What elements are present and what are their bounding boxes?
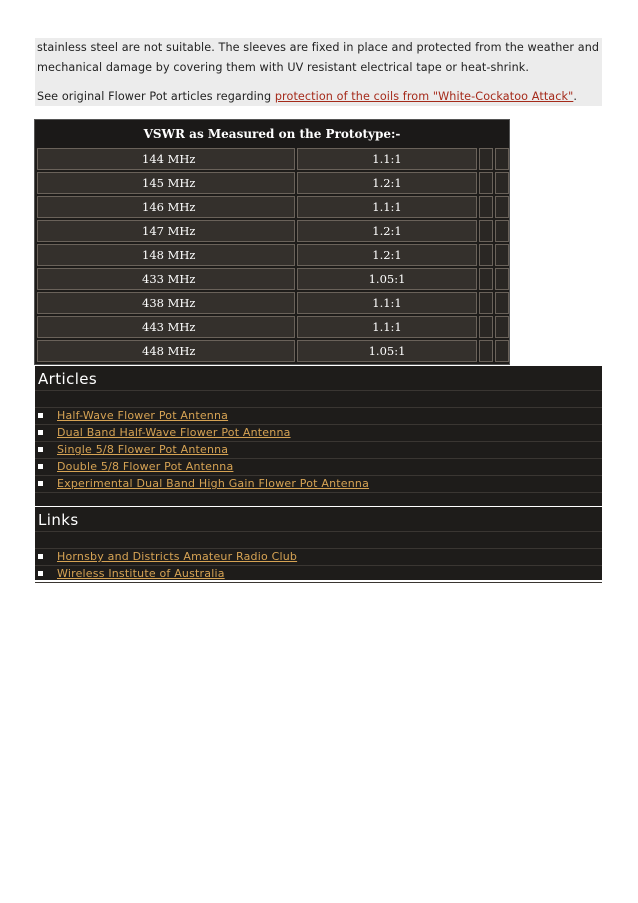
- table-row: [35, 316, 509, 338]
- vswr-cell: 1.1:1: [297, 148, 477, 170]
- empty-cell: [479, 148, 493, 170]
- empty-cell: [479, 316, 493, 338]
- empty-cell: [479, 268, 493, 290]
- frequency-cell: 438 MHz: [37, 292, 295, 314]
- intro-line-2: mechanical damage by covering them with UV resistant electrical tape or heat-shrink.: [35, 57, 602, 79]
- list-spacer: [35, 532, 602, 549]
- square-bullet-icon: [38, 430, 43, 435]
- article-link-dual-band-half-wave[interactable]: Dual Band Half-Wave Flower Pot Antenna: [57, 426, 291, 439]
- link-hornsby-radio-club[interactable]: Hornsby and Districts Amateur Radio Club: [57, 550, 298, 563]
- table-row: [35, 292, 509, 314]
- empty-cell: [479, 340, 493, 362]
- coils-protection-link[interactable]: protection of the coils from "White-Cockatoo Attack": [274, 90, 574, 103]
- empty-cell: [479, 196, 493, 218]
- intro-line-3-suffix: .: [573, 90, 577, 103]
- links-heading: Links: [35, 507, 602, 532]
- list-spacer: [35, 391, 602, 408]
- intro-line-3-prefix: See original Flower Pot articles regarding: [37, 90, 275, 103]
- empty-cell: [495, 340, 509, 362]
- list-item: [35, 459, 602, 476]
- frequency-cell: 144 MHz: [37, 148, 295, 170]
- empty-cell: [495, 268, 509, 290]
- table-row: [35, 196, 509, 218]
- intro-gap: [35, 79, 602, 87]
- vswr-cell: 1.05:1: [297, 340, 477, 362]
- frequency-cell: 433 MHz: [37, 268, 295, 290]
- empty-cell: [495, 220, 509, 242]
- square-bullet-icon: [38, 464, 43, 469]
- empty-cell: [495, 148, 509, 170]
- vswr-cell: 1.2:1: [297, 220, 477, 242]
- frequency-cell: 443 MHz: [37, 316, 295, 338]
- intro-line-3: [35, 87, 602, 106]
- link-wireless-institute[interactable]: Wireless Institute of Australia: [57, 567, 225, 580]
- vswr-cell: 1.1:1: [297, 316, 477, 338]
- empty-cell: [495, 196, 509, 218]
- vswr-cell: 1.1:1: [297, 292, 477, 314]
- square-bullet-icon: [38, 447, 43, 452]
- list-item: [35, 425, 602, 442]
- vswr-cell: 1.2:1: [297, 172, 477, 194]
- empty-cell: [495, 244, 509, 266]
- table-row: [35, 268, 509, 290]
- frequency-cell: 448 MHz: [37, 340, 295, 362]
- list-item: [35, 566, 602, 583]
- frequency-cell: 145 MHz: [37, 172, 295, 194]
- table-row: [35, 220, 509, 242]
- article-link-single-5-8[interactable]: Single 5/8 Flower Pot Antenna: [57, 443, 229, 456]
- article-link-half-wave[interactable]: Half-Wave Flower Pot Antenna: [57, 409, 229, 422]
- intro-paragraph: [35, 38, 602, 106]
- vswr-cell: 1.2:1: [297, 244, 477, 266]
- empty-cell: [495, 316, 509, 338]
- articles-heading: Articles: [35, 366, 602, 391]
- table-row: [35, 340, 509, 362]
- vswr-cell: 1.1:1: [297, 196, 477, 218]
- empty-cell: [479, 292, 493, 314]
- intro-line-1: stainless steel are not suitable. The sleeves are fixed in place and protected from the weather and: [35, 38, 602, 57]
- empty-cell: [479, 220, 493, 242]
- empty-cell: [479, 244, 493, 266]
- square-bullet-icon: [38, 571, 43, 576]
- links-panel: [35, 507, 602, 580]
- vswr-table: [34, 119, 510, 365]
- vswr-table-title: VSWR as Measured on the Prototype:-: [35, 120, 509, 148]
- square-bullet-icon: [38, 413, 43, 418]
- list-item: [35, 476, 602, 493]
- table-row: [35, 172, 509, 194]
- list-item: [35, 549, 602, 566]
- frequency-cell: 148 MHz: [37, 244, 295, 266]
- square-bullet-icon: [38, 554, 43, 559]
- list-item: [35, 442, 602, 459]
- article-link-experimental-dual-band[interactable]: Experimental Dual Band High Gain Flower Pot Antenna: [57, 477, 370, 490]
- square-bullet-icon: [38, 481, 43, 486]
- empty-cell: [495, 172, 509, 194]
- table-row: [35, 148, 509, 170]
- frequency-cell: 147 MHz: [37, 220, 295, 242]
- empty-cell: [479, 172, 493, 194]
- articles-list: [35, 408, 602, 493]
- article-link-double-5-8[interactable]: Double 5/8 Flower Pot Antenna: [57, 460, 234, 473]
- frequency-cell: 146 MHz: [37, 196, 295, 218]
- empty-cell: [495, 292, 509, 314]
- list-item: [35, 408, 602, 425]
- articles-panel: [35, 366, 602, 506]
- vswr-cell: 1.05:1: [297, 268, 477, 290]
- table-row: [35, 244, 509, 266]
- links-list: [35, 549, 602, 583]
